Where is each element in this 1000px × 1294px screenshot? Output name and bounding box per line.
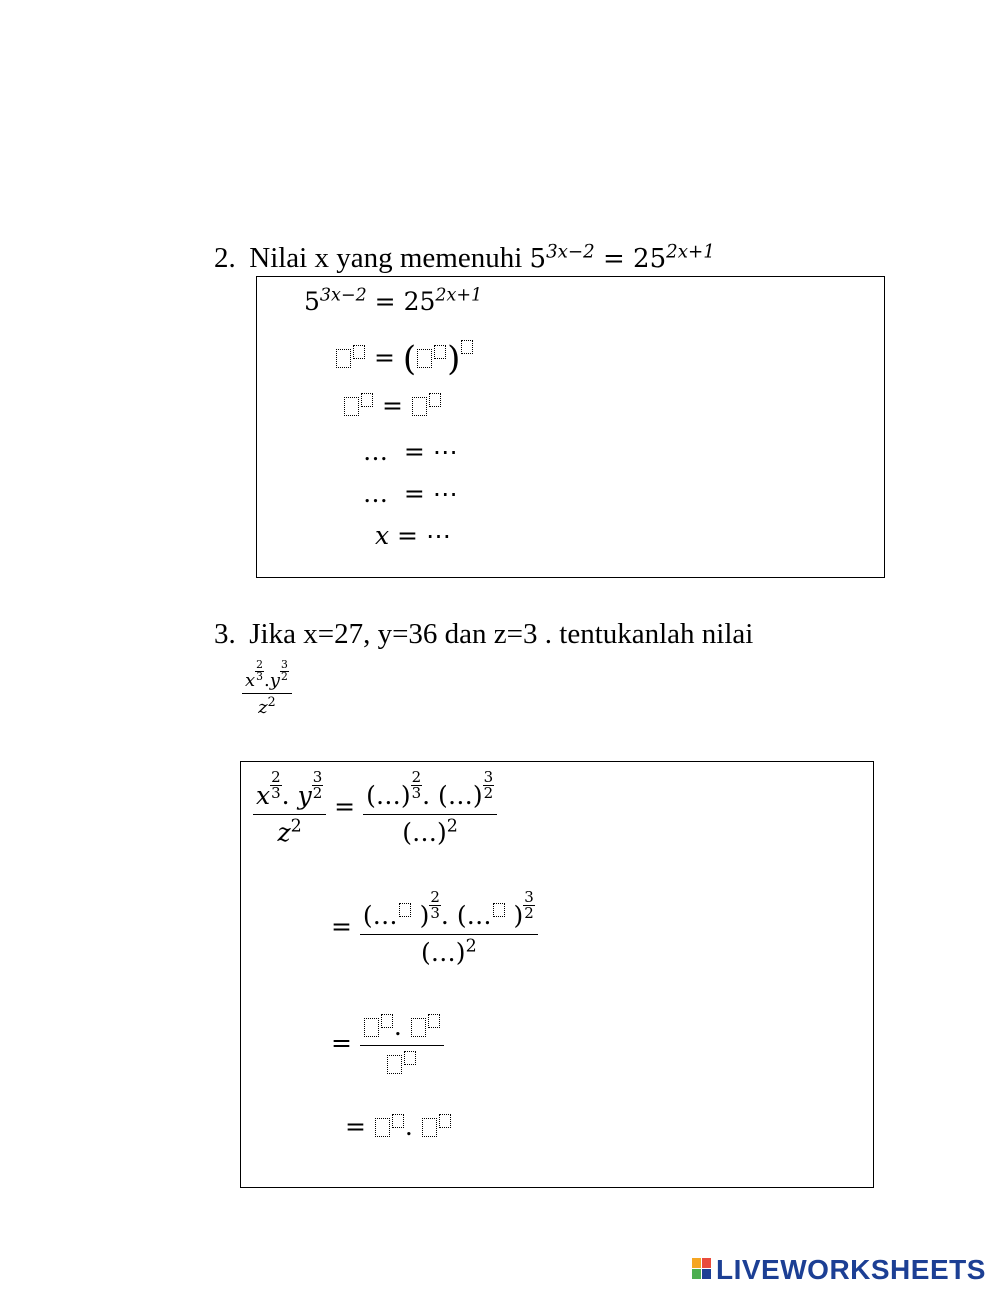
answer-blank[interactable] (392, 1114, 404, 1128)
answer-blank[interactable] (399, 903, 411, 917)
liveworksheets-logo-icon (692, 1258, 712, 1280)
answer-blank[interactable] (412, 397, 427, 416)
work-line-1: x $\frac{2}{3}$ . y $\frac{3}{2}$ $z^2$ = (…) $\frac{2}{3}$ . (…) $\frac{3}{2}$ (…)$^2$ (253, 770, 497, 847)
answer-blank[interactable] (417, 349, 432, 368)
work-line-2: = (… ) $\frac{2}{3}$ . (… ) $\frac{3}{2}$ (…)$^2$ (331, 890, 538, 967)
answer-blank[interactable] (422, 1118, 437, 1137)
answer-blank[interactable] (428, 1014, 440, 1028)
answer-blank[interactable] (364, 1018, 379, 1037)
work-line-1: $5^{3x-2} = 25^{2x+1}$ (304, 285, 483, 316)
answer-blank[interactable] (387, 1055, 402, 1074)
answer-blank[interactable] (404, 1051, 416, 1065)
answer-blank[interactable] (493, 903, 505, 917)
question-2 (214, 242, 715, 275)
answer-blank[interactable] (461, 340, 473, 354)
work-line-4: = . (345, 1112, 452, 1141)
answer-blank[interactable] (353, 345, 365, 359)
answer-blank[interactable] (429, 393, 441, 407)
question-equation: $5^{3x-2} = 25^{2x+1}$ (529, 241, 715, 274)
work-line-5: … = ⋯ (363, 479, 458, 508)
work-line-3: = (343, 391, 442, 420)
question-3-expression: x $\frac{2}{3}$ .y $\frac{3}{2}$ $z^2$ (242, 660, 292, 718)
answer-blank[interactable] (344, 397, 359, 416)
answer-blank[interactable] (411, 1018, 426, 1037)
question-3 (214, 618, 753, 651)
work-line-3: = . (331, 1012, 444, 1078)
liveworksheets-logo: LIVEWORKSHEETS (716, 1254, 986, 1285)
work-line-4: … = ⋯ (363, 437, 458, 466)
work-line-6: x = ⋯ (375, 521, 451, 550)
answer-blank[interactable] (361, 393, 373, 407)
question-text: Nilai x yang memenuhi (249, 242, 523, 274)
answer-box-q2 (256, 276, 885, 578)
answer-blank[interactable] (439, 1114, 451, 1128)
work-line-2: = ( ) (335, 339, 474, 379)
question-number: 3. (214, 618, 236, 650)
answer-blank[interactable] (336, 349, 351, 368)
answer-blank[interactable] (381, 1014, 393, 1028)
answer-blank[interactable] (375, 1118, 390, 1137)
question-text: Jika x=27, y=36 dan z=3 . tentukanlah nilai (249, 618, 754, 650)
answer-blank[interactable] (434, 345, 446, 359)
question-number: 2. (214, 242, 236, 274)
answer-box-q3 (240, 761, 874, 1188)
